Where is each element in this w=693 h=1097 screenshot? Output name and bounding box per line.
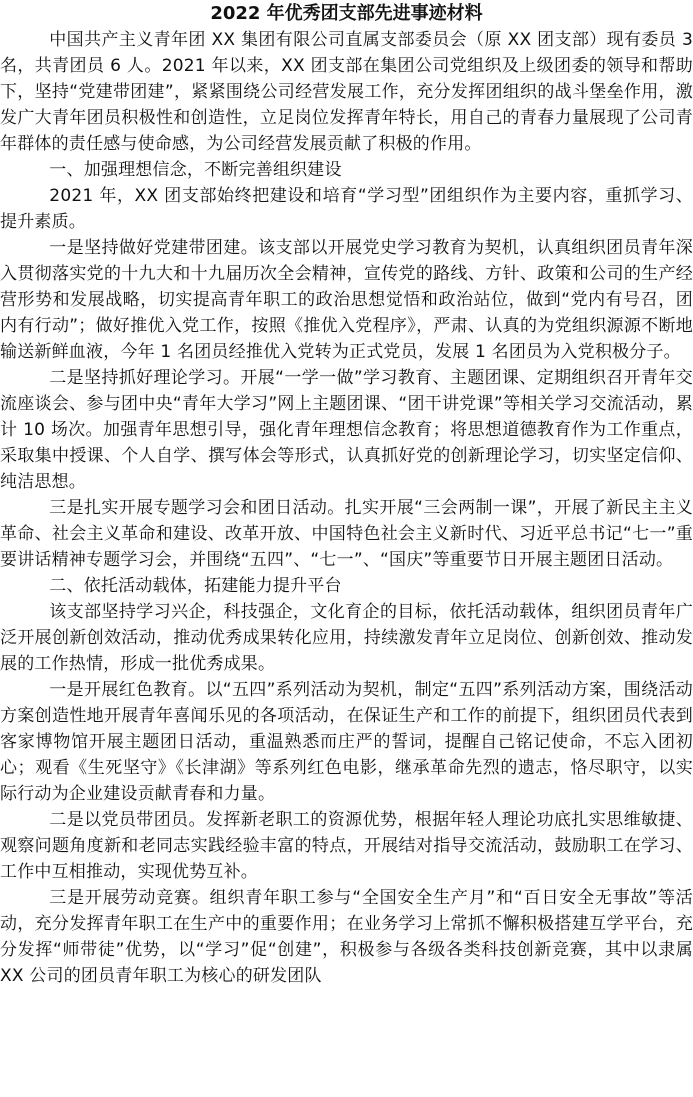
document-title: 2022 年优秀团支部先进事迹材料 <box>210 3 483 24</box>
section-1-item-1: 一是坚持做好党建带团建。该支部以开展党史学习教育为契机，认真组织团员青年深入贯彻落实党的十九大和十九届历次全会精神，宣传党的路线、方针、政策和公司的生产经营形势和发展战略，切实提高青年职工的政治思想觉悟和政治站位，做到“党内有号召，团内有行动”；做好推优入党工作，按照《推优入党程序》，严肃、认真的为党组织源源不断地输送新鲜血液，今年 1 名团员经推优入党转为正式党员，发展 1 名团员为入党积极分子。 <box>0 238 693 362</box>
section-2-intro: 该支部坚持学习兴企，科技强企，文化育企的目标，依托活动载体，组织团员青年广泛开展创新创效活动，推动优秀成果转化应用，持续激发青年立足岗位、创新创效、推动发展的工作热情，形成一批优秀成果。 <box>0 602 693 674</box>
section-2-item-3: 三是开展劳动竞赛。组织青年职工参与“全国安全生产月”和“百日安全无事故”等活动，充分发挥青年职工在生产中的重要作用；在业务学习上常抓不懈积极搭建互学平台，充分发挥“师带徒”优势，以“学习”促“创建”，积极参与各级各类科技创新竞赛，其中以隶属 XX 公司的团员青年职工为核心的研发团队 <box>0 888 693 986</box>
section-1-intro: 2021 年，XX 团支部始终把建设和培育“学习型”团组织作为主要内容，重抓学习、提升素质。 <box>0 186 693 232</box>
section-2-item-1: 一是开展红色教育。以“五四”系列活动为契机，制定“五四”系列活动方案，围绕活动方案创造性地开展青年喜闻乐见的各项活动，在保证生产和工作的前提下，组织团员代表到客家博物馆开展主题团日活动，重温熟悉而庄严的誓词，提醒自己铭记使命，不忘入团初心；观看《生死坚守》《长津湖》等系列红色电影，继承革命先烈的遗志，恪尽职守，以实际行动为企业建设贡献青春和力量。 <box>0 680 693 804</box>
intro-paragraph: 中国共产主义青年团 XX 集团有限公司直属支部委员会（原 XX 团支部）现有委员 3 名，共青团员 6 人。2021 年以来，XX 团支部在集团公司党组织及上级团委的领导和帮助下，坚持“党建带团建”，紧紧围绕公司经营发展工作，充分发挥团组织的战斗堡垒作用，激发广大青年团员积极性和创造性，立足岗位发挥青年特长，用自己的青春力量展现了公司青年群体的责任感与使命感，为公司经营发展贡献了积极的作用。 <box>0 30 693 154</box>
section-heading-2: 二、依托活动载体，拓建能力提升平台 <box>49 576 342 596</box>
section-1-item-3: 三是扎实开展专题学习会和团日活动。扎实开展“三会两制一课”，开展了新民主主义革命、社会主义革命和建设、改革开放、中国特色社会主义新时代、习近平总书记“七一”重要讲话精神专题学习会，并围绕“五四”、“七一”、“国庆”等重要节日开展主题团日活动。 <box>0 498 693 570</box>
section-2-item-2: 二是以党员带团员。发挥新老职工的资源优势，根据年轻人理论功底扎实思维敏捷、观察问题角度新和老同志实践经验丰富的特点，开展结对指导交流活动，鼓励职工在学习、工作中互相推动，实现优势互补。 <box>0 810 693 882</box>
section-1-item-2: 二是坚持抓好理论学习。开展“一学一做”学习教育、主题团课、定期组织召开青年交流座谈会、参与团中央“青年大学习”网上主题团课、“团干讲党课”等相关学习交流活动，累计 10 场次。加强青年思想引导，强化青年理想信念教育；将思想道德教育作为工作重点，采取集中授课、个人自学、撰写体会等形式，认真抓好党的创新理论学习，切实坚定信仰、纯洁思想。 <box>0 368 693 492</box>
section-heading-1: 一、加强理想信念，不断完善组织建设 <box>49 160 342 180</box>
